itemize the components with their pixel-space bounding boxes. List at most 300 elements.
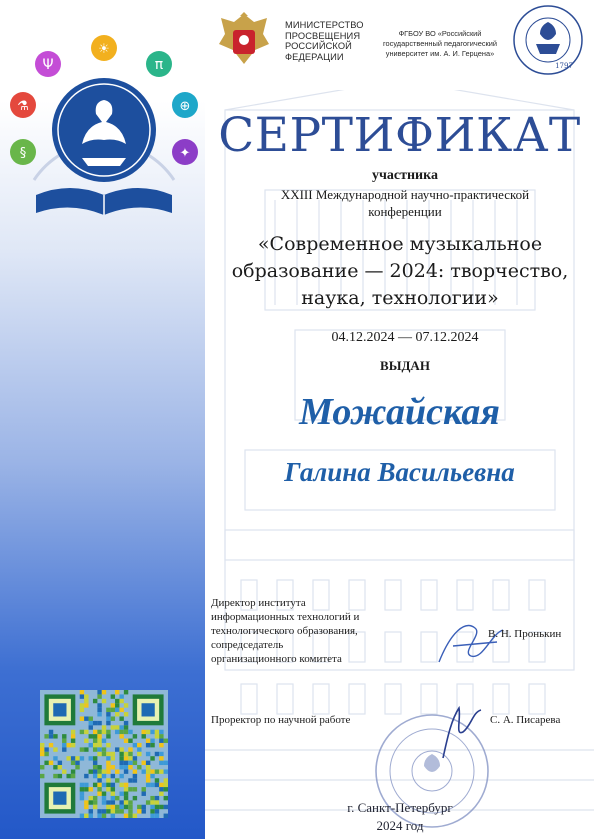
qr-module (97, 703, 101, 707)
qr-module (89, 796, 93, 800)
qr-module (128, 752, 132, 756)
qr-module (106, 734, 110, 738)
qr-module (84, 783, 88, 787)
qr-module (119, 752, 123, 756)
qr-module (62, 747, 66, 751)
qr-module (89, 769, 93, 773)
qr-module (124, 690, 128, 694)
qr-module (155, 769, 159, 773)
qr-module (128, 814, 132, 818)
qr-module (53, 774, 57, 778)
qr-module (146, 752, 150, 756)
bulb-icon (91, 35, 117, 61)
qr-module (102, 690, 106, 694)
director-title: Директор института информационных технологий и технологического образования, сопредседатель организационного комитета (211, 597, 360, 665)
qr-module (155, 796, 159, 800)
qr-module (58, 765, 62, 769)
qr-module (128, 800, 132, 804)
qr-module (97, 774, 101, 778)
qr-module (142, 805, 146, 809)
issue-year: 2024 год (376, 818, 424, 833)
qr-module (102, 796, 106, 800)
qr-module (102, 769, 106, 773)
qr-module (124, 796, 128, 800)
certificate-title: СЕРТИФИКАТ (218, 108, 581, 163)
qr-module (159, 805, 163, 809)
qr-module (137, 765, 141, 769)
qr-module (159, 761, 163, 765)
svg-text:Ψ: Ψ (42, 57, 54, 73)
qr-module (159, 743, 163, 747)
qr-module (84, 805, 88, 809)
qr-module (128, 765, 132, 769)
ministry-eagle-icon (213, 8, 275, 70)
qr-module (106, 756, 110, 760)
qr-module (97, 743, 101, 747)
qr-module (111, 756, 115, 760)
qr-module (102, 730, 106, 734)
qr-module (58, 774, 62, 778)
qr-module (89, 743, 93, 747)
qr-module (93, 721, 97, 725)
qr-module (80, 792, 84, 796)
qr-module (97, 769, 101, 773)
qr-module (128, 787, 132, 791)
qr-module (84, 787, 88, 791)
qr-module (75, 761, 79, 765)
qr-module (142, 809, 146, 813)
qr-module (128, 778, 132, 782)
qr-module (53, 747, 57, 751)
building-window (529, 580, 545, 610)
qr-module (128, 730, 132, 734)
qr-module (49, 730, 53, 734)
qr-module (62, 739, 66, 743)
qr-module (93, 743, 97, 747)
qr-module (111, 765, 115, 769)
qr-module (124, 814, 128, 818)
qr-module (102, 699, 106, 703)
qr-module (150, 743, 154, 747)
qr-module (124, 712, 128, 716)
qr-module (93, 796, 97, 800)
qr-module (84, 703, 88, 707)
qr-module (97, 783, 101, 787)
qr-module (159, 752, 163, 756)
svg-text:⊕: ⊕ (179, 99, 191, 114)
qr-module (119, 708, 123, 712)
qr-module (115, 725, 119, 729)
qr-module (93, 783, 97, 787)
qr-module (124, 792, 128, 796)
qr-module (124, 783, 128, 787)
qr-module (97, 747, 101, 751)
left-decorative-band (0, 0, 205, 839)
qr-module (111, 708, 115, 712)
qr-module (93, 739, 97, 743)
qr-module (97, 778, 101, 782)
qr-module (146, 743, 150, 747)
qr-module (124, 769, 128, 773)
qr-module (80, 708, 84, 712)
qr-module (84, 814, 88, 818)
qr-module (89, 800, 93, 804)
qr-module (142, 787, 146, 791)
qr-module (159, 756, 163, 760)
qr-module (71, 756, 75, 760)
qr-module (137, 743, 141, 747)
prorector-title: Проректор по научной работе (211, 714, 351, 726)
qr-module (142, 769, 146, 773)
building-window (277, 684, 293, 714)
qr-module (93, 805, 97, 809)
qr-module (128, 747, 132, 751)
qr-module (40, 752, 44, 756)
qr-module (97, 765, 101, 769)
svg-text:☀: ☀ (98, 42, 110, 57)
qr-module (155, 809, 159, 813)
qr-module (115, 809, 119, 813)
qr-module (111, 805, 115, 809)
qr-module (93, 769, 97, 773)
qr-module (71, 739, 75, 743)
book-icon (36, 188, 172, 215)
qr-module (71, 774, 75, 778)
qr-module (89, 756, 93, 760)
qr-module (102, 752, 106, 756)
qr-module (58, 761, 62, 765)
qr-module (159, 769, 163, 773)
qr-module (106, 765, 110, 769)
qr-module (146, 739, 150, 743)
qr-module (49, 743, 53, 747)
qr-module (133, 787, 137, 791)
qr-module (124, 703, 128, 707)
qr-module (97, 739, 101, 743)
prorector-signature (415, 700, 485, 760)
qr-module (115, 769, 119, 773)
qr-module (115, 796, 119, 800)
qr-module (84, 730, 88, 734)
qr-module (111, 787, 115, 791)
qr-module (133, 778, 137, 782)
qr-module (133, 734, 137, 738)
issue-city: г. Санкт-Петербург (347, 800, 453, 815)
qr-module (84, 694, 88, 698)
qr-module (84, 774, 88, 778)
qr-module (150, 800, 154, 804)
qr-module (97, 809, 101, 813)
qr-module (80, 796, 84, 800)
qr-module (155, 814, 159, 818)
qr-module (106, 787, 110, 791)
svg-text:§: § (19, 146, 27, 161)
qr-module (142, 761, 146, 765)
qr-module (119, 809, 123, 813)
qr-module (115, 805, 119, 809)
qr-module (150, 774, 154, 778)
building-window (313, 684, 329, 714)
qr-module (142, 734, 146, 738)
ministry-name: МИНИСТЕРСТВО ПРОСВЕЩЕНИЯ РОССИЙСКОЙ ФЕДЕРАЦИИ (285, 20, 364, 62)
qr-module (111, 703, 115, 707)
qr-module (53, 765, 57, 769)
qr-module (119, 747, 123, 751)
qr-module (97, 708, 101, 712)
qr-module (71, 769, 75, 773)
qr-module (89, 716, 93, 720)
qr-module (106, 778, 110, 782)
building-window (349, 684, 365, 714)
qr-module (111, 796, 115, 800)
issued-label: ВЫДАН (380, 358, 430, 373)
qr-module (44, 734, 48, 738)
qr-module (97, 752, 101, 756)
qr-module (133, 769, 137, 773)
qr-module (150, 756, 154, 760)
qr-module (49, 761, 53, 765)
qr-module (84, 739, 88, 743)
qr-module (84, 800, 88, 804)
qr-module (155, 783, 159, 787)
qr-module (119, 765, 123, 769)
qr-module (150, 814, 154, 818)
qr-module (142, 792, 146, 796)
qr-module (106, 730, 110, 734)
qr-module (146, 769, 150, 773)
qr-module (146, 774, 150, 778)
qr-module (71, 761, 75, 765)
qr-module (146, 730, 150, 734)
qr-module (115, 712, 119, 716)
qr-module (119, 694, 123, 698)
qr-module (71, 730, 75, 734)
qr-module (80, 814, 84, 818)
qr-module (150, 739, 154, 743)
qr-module (102, 814, 106, 818)
director-name: В. Н. Пронькин (488, 628, 562, 640)
qr-module (146, 761, 150, 765)
qr-module (124, 730, 128, 734)
qr-module (150, 796, 154, 800)
qr-module (71, 734, 75, 738)
qr-module (142, 730, 146, 734)
qr-module (97, 721, 101, 725)
qr-module (159, 730, 163, 734)
qr-module (164, 796, 168, 800)
director-signature (431, 612, 511, 672)
qr-module (119, 730, 123, 734)
qr-module (119, 792, 123, 796)
qr-module (146, 800, 150, 804)
qr-module (128, 809, 132, 813)
qr-module (137, 809, 141, 813)
qr-module (119, 761, 123, 765)
qr-module (102, 725, 106, 729)
qr-module (128, 756, 132, 760)
qr-module (93, 765, 97, 769)
qr-module (164, 805, 168, 809)
qr-module (111, 694, 115, 698)
qr-module (40, 774, 44, 778)
qr-module (106, 743, 110, 747)
qr-module (106, 721, 110, 725)
qr-module (164, 814, 168, 818)
conference-dates: 04.12.2024 — 07.12.2024 (331, 330, 479, 345)
qr-module (106, 800, 110, 804)
building-window (241, 684, 257, 714)
qr-module (124, 787, 128, 791)
qr-module (133, 814, 137, 818)
qr-module (89, 787, 93, 791)
qr-module (155, 805, 159, 809)
qr-module (93, 756, 97, 760)
qr-module (155, 800, 159, 804)
qr-module (40, 747, 44, 751)
qr-module (124, 765, 128, 769)
qr-module (155, 730, 159, 734)
qr-module (102, 783, 106, 787)
qr-module (137, 747, 141, 751)
qr-module (89, 814, 93, 818)
qr-module (80, 730, 84, 734)
qr-module (102, 809, 106, 813)
qr-module (146, 783, 150, 787)
qr-module (97, 694, 101, 698)
university-name: ФГБОУ ВО «Российский государственный педагогический университет им. А. И. Герцена» (383, 29, 497, 58)
qr-module (150, 783, 154, 787)
qr-module (164, 783, 168, 787)
qr-module (159, 787, 163, 791)
qr-module (80, 747, 84, 751)
qr-module (40, 743, 44, 747)
qr-module (106, 761, 110, 765)
qr-module (119, 699, 123, 703)
qr-module (159, 792, 163, 796)
qr-module (97, 814, 101, 818)
qr-module (71, 743, 75, 747)
qr-module (80, 756, 84, 760)
qr-module (106, 752, 110, 756)
qr-module (133, 743, 137, 747)
qr-module (111, 809, 115, 813)
certificate-body (205, 0, 594, 839)
recipient-given-names: Галина Васильевна (284, 457, 515, 487)
qr-module (164, 778, 168, 782)
qr-module (97, 787, 101, 791)
qr-module (106, 809, 110, 813)
pelican-medallion (52, 78, 156, 182)
svg-text:π: π (154, 57, 164, 73)
qr-module (93, 761, 97, 765)
globe-icon (172, 92, 198, 118)
building-window (493, 684, 509, 714)
qr-module (124, 761, 128, 765)
svg-text:⚗: ⚗ (17, 99, 29, 114)
qr-module (66, 756, 70, 760)
qr-module (62, 743, 66, 747)
qr-module (97, 734, 101, 738)
qr-module (115, 778, 119, 782)
qr-module (111, 752, 115, 756)
qr-module (119, 783, 123, 787)
qr-module (97, 730, 101, 734)
qr-module (115, 747, 119, 751)
qr-module (93, 730, 97, 734)
qr-module (106, 712, 110, 716)
qr-module (106, 716, 110, 720)
qr-module (155, 778, 159, 782)
telescope-icon (172, 139, 198, 165)
qr-module (106, 783, 110, 787)
qr-module (115, 730, 119, 734)
qr-module (80, 716, 84, 720)
qr-module (93, 747, 97, 751)
qr-module (93, 699, 97, 703)
qr-module (44, 747, 48, 751)
qr-module (49, 734, 53, 738)
qr-module (115, 699, 119, 703)
building-window (493, 580, 509, 610)
qr-module (97, 690, 101, 694)
qr-module (124, 805, 128, 809)
qr-module (119, 734, 123, 738)
qr-module (44, 761, 48, 765)
qr-module (89, 734, 93, 738)
qr-module (111, 716, 115, 720)
qr-module (62, 769, 66, 773)
qr-module (115, 708, 119, 712)
qr-module (111, 725, 115, 729)
qr-module (75, 765, 79, 769)
qr-module (111, 814, 115, 818)
qr-module (53, 734, 57, 738)
qr-module (80, 703, 84, 707)
qr-module (119, 805, 123, 809)
qr-module (119, 756, 123, 760)
qr-module (106, 708, 110, 712)
qr-code[interactable] (40, 690, 168, 818)
building-window (385, 684, 401, 714)
qr-module (155, 734, 159, 738)
qr-module (102, 739, 106, 743)
qr-module (84, 747, 88, 751)
building-window (457, 580, 473, 610)
qr-module (159, 739, 163, 743)
conference-description: XXIII Международной научно-практической конференции (280, 187, 530, 219)
qr-module (146, 778, 150, 782)
qr-module (128, 805, 132, 809)
qr-module (150, 769, 154, 773)
qr-module (128, 739, 132, 743)
qr-module (164, 787, 168, 791)
conference-emblem (6, 30, 202, 226)
qr-module (102, 800, 106, 804)
qr-module (93, 734, 97, 738)
qr-module (128, 761, 132, 765)
qr-module (124, 800, 128, 804)
qr-module (119, 725, 123, 729)
qr-module (102, 774, 106, 778)
pi-icon (146, 51, 172, 77)
qr-module (150, 730, 154, 734)
qr-module (133, 756, 137, 760)
qr-module (89, 809, 93, 813)
qr-module (146, 765, 150, 769)
qr-module (111, 774, 115, 778)
qr-module (62, 734, 66, 738)
qr-module (80, 783, 84, 787)
